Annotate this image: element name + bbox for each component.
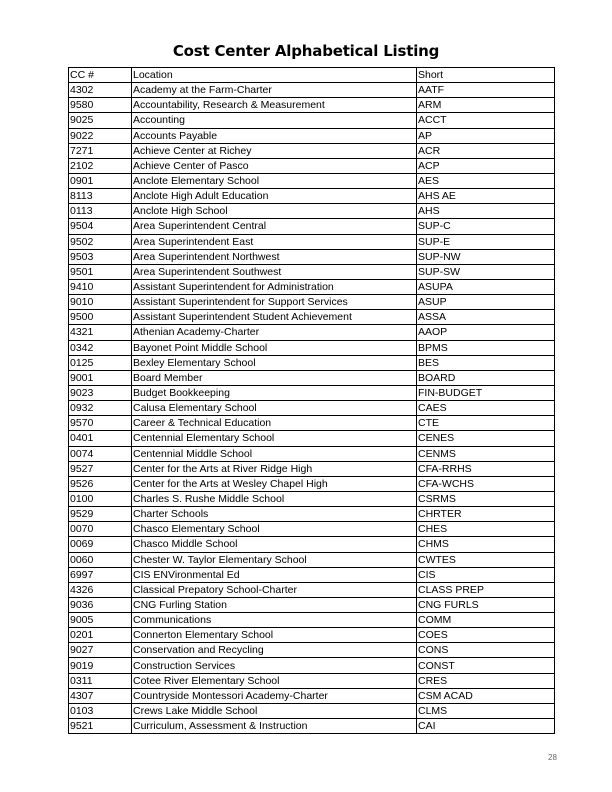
cell-location: Achieve Center at Richey (132, 143, 417, 158)
cell-short: CAES (417, 401, 555, 416)
cell-cc: 0201 (69, 628, 132, 643)
cell-location: Chasco Middle School (132, 537, 417, 552)
cell-cc: 0932 (69, 401, 132, 416)
cell-cc: 9570 (69, 416, 132, 431)
cell-location: CNG Furling Station (132, 597, 417, 612)
cell-location: Communications (132, 613, 417, 628)
table-row (69, 325, 555, 340)
table-row (69, 340, 555, 355)
table-row (69, 355, 555, 370)
cell-short: AES (417, 173, 555, 188)
cell-location: Accounts Payable (132, 128, 417, 143)
cell-short: CENES (417, 431, 555, 446)
table-row (69, 249, 555, 264)
cell-short: SUP-SW (417, 264, 555, 279)
cell-location: Centennial Middle School (132, 446, 417, 461)
cell-cc: 4326 (69, 582, 132, 597)
cell-location: Cotee River Elementary School (132, 673, 417, 688)
cell-location: Assistant Superintendent for Administration (132, 279, 417, 294)
cell-short: CHRTER (417, 507, 555, 522)
cell-cc: 9502 (69, 234, 132, 249)
cell-location: Bexley Elementary School (132, 355, 417, 370)
cell-short: BPMS (417, 340, 555, 355)
table-row (69, 279, 555, 294)
cell-cc: 9022 (69, 128, 132, 143)
cell-short: CAI (417, 719, 555, 734)
cell-short: CWTES (417, 552, 555, 567)
cell-short: CLMS (417, 703, 555, 718)
cell-short: ARM (417, 98, 555, 113)
table-row (69, 688, 555, 703)
cell-location: Charles S. Rushe Middle School (132, 491, 417, 506)
cell-short: CFA-RRHS (417, 461, 555, 476)
cell-cc: 9526 (69, 476, 132, 491)
table-row (69, 673, 555, 688)
cell-location: Connerton Elementary School (132, 628, 417, 643)
cell-cc: 8113 (69, 189, 132, 204)
cell-short: SUP-E (417, 234, 555, 249)
cell-cc: 9503 (69, 249, 132, 264)
cell-location: Chasco Elementary School (132, 522, 417, 537)
cell-short: CSM ACAD (417, 688, 555, 703)
cell-cc: 0125 (69, 355, 132, 370)
cell-location: Assistant Superintendent Student Achievement (132, 310, 417, 325)
cell-short: ASSA (417, 310, 555, 325)
cell-short: CENMS (417, 446, 555, 461)
cell-short: CONS (417, 643, 555, 658)
cell-cc: 9580 (69, 98, 132, 113)
cell-cc: 9027 (69, 643, 132, 658)
cell-location: Area Superintendent Northwest (132, 249, 417, 264)
table-row (69, 264, 555, 279)
table-row (69, 401, 555, 416)
cell-short: CFA-WCHS (417, 476, 555, 491)
cell-cc: 0069 (69, 537, 132, 552)
cell-location: CIS ENVironmental Ed (132, 567, 417, 582)
cell-short: COMM (417, 613, 555, 628)
cell-location: Crews Lake Middle School (132, 703, 417, 718)
cell-cc: 0401 (69, 431, 132, 446)
cell-location: Accounting (132, 113, 417, 128)
table-row (69, 476, 555, 491)
table-row (69, 582, 555, 597)
cell-location: Anclote High School (132, 204, 417, 219)
cell-cc: 9501 (69, 264, 132, 279)
cell-short: SUP-NW (417, 249, 555, 264)
table-row (69, 461, 555, 476)
cell-cc: 0074 (69, 446, 132, 461)
table-row (69, 234, 555, 249)
table-row (69, 204, 555, 219)
cell-short: CTE (417, 416, 555, 431)
cell-location: Bayonet Point Middle School (132, 340, 417, 355)
table-row (69, 416, 555, 431)
cell-short: ACR (417, 143, 555, 158)
cost-center-table (68, 67, 555, 734)
cell-short: CIS (417, 567, 555, 582)
table-row (69, 98, 555, 113)
table-row (69, 128, 555, 143)
cell-cc: 9019 (69, 658, 132, 673)
header-cc: CC # (69, 68, 132, 83)
table-row (69, 446, 555, 461)
cell-location: Academy at the Farm-Charter (132, 83, 417, 98)
cell-short: ASUP (417, 295, 555, 310)
table-row (69, 310, 555, 325)
cell-cc: 9005 (69, 613, 132, 628)
cell-cc: 4307 (69, 688, 132, 703)
cell-cc: 9023 (69, 385, 132, 400)
table-row (69, 537, 555, 552)
cell-short: BOARD (417, 370, 555, 385)
cell-cc: 9527 (69, 461, 132, 476)
cell-short: CSRMS (417, 491, 555, 506)
cell-short: ASUPA (417, 279, 555, 294)
header-location: Location (132, 68, 417, 83)
cell-location: Area Superintendent East (132, 234, 417, 249)
cell-cc: 9529 (69, 507, 132, 522)
cell-cc: 0103 (69, 703, 132, 718)
cell-cc: 9410 (69, 279, 132, 294)
cell-short: ACCT (417, 113, 555, 128)
cell-short: AATF (417, 83, 555, 98)
cell-cc: 4321 (69, 325, 132, 340)
page-title: Cost Center Alphabetical Listing (172, 42, 440, 60)
cell-location: Classical Prepatory School-Charter (132, 582, 417, 597)
cell-location: Center for the Arts at Wesley Chapel High (132, 476, 417, 491)
table-row (69, 522, 555, 537)
cell-short: AHS AE (417, 189, 555, 204)
cell-location: Construction Services (132, 658, 417, 673)
cell-location: Accountability, Research & Measurement (132, 98, 417, 113)
cell-location: Centennial Elementary School (132, 431, 417, 446)
cell-short: COES (417, 628, 555, 643)
cell-short: CHMS (417, 537, 555, 552)
cell-short: CRES (417, 673, 555, 688)
cell-location: Countryside Montessori Academy-Charter (132, 688, 417, 703)
cell-cc: 9521 (69, 719, 132, 734)
cell-short: AP (417, 128, 555, 143)
cell-location: Conservation and Recycling (132, 643, 417, 658)
cell-location: Achieve Center of Pasco (132, 158, 417, 173)
cell-location: Center for the Arts at River Ridge High (132, 461, 417, 476)
cell-cc: 9036 (69, 597, 132, 612)
cell-cc: 9010 (69, 295, 132, 310)
table-row (69, 613, 555, 628)
cell-cc: 0100 (69, 491, 132, 506)
cell-location: Curriculum, Assessment & Instruction (132, 719, 417, 734)
cell-cc: 0060 (69, 552, 132, 567)
cell-cc: 2102 (69, 158, 132, 173)
cell-location: Budget Bookkeeping (132, 385, 417, 400)
table-row (69, 703, 555, 718)
cell-cc: 0113 (69, 204, 132, 219)
cell-cc: 0901 (69, 173, 132, 188)
table-row (69, 643, 555, 658)
table-row (69, 143, 555, 158)
cell-cc: 7271 (69, 143, 132, 158)
cell-short: FIN-BUDGET (417, 385, 555, 400)
table-row (69, 552, 555, 567)
table-row (69, 431, 555, 446)
cell-cc: 0070 (69, 522, 132, 537)
table-row (69, 385, 555, 400)
cell-location: Charter Schools (132, 507, 417, 522)
cell-cc: 9500 (69, 310, 132, 325)
table-row (69, 189, 555, 204)
cell-short: BES (417, 355, 555, 370)
table-row (69, 83, 555, 98)
cell-cc: 4302 (69, 83, 132, 98)
page-number: 28 (548, 753, 557, 762)
cell-location: Anclote Elementary School (132, 173, 417, 188)
cell-short: AHS (417, 204, 555, 219)
cell-cc: 0342 (69, 340, 132, 355)
cell-location: Anclote High Adult Education (132, 189, 417, 204)
cell-cc: 9504 (69, 219, 132, 234)
cell-location: Chester W. Taylor Elementary School (132, 552, 417, 567)
cell-short: CONST (417, 658, 555, 673)
cell-location: Athenian Academy-Charter (132, 325, 417, 340)
table-row (69, 628, 555, 643)
table-row (69, 295, 555, 310)
cell-short: CHES (417, 522, 555, 537)
cell-location: Area Superintendent Southwest (132, 264, 417, 279)
cell-cc: 0311 (69, 673, 132, 688)
cell-location: Career & Technical Education (132, 416, 417, 431)
table-row (69, 507, 555, 522)
cell-short: SUP-C (417, 219, 555, 234)
table-row (69, 658, 555, 673)
table-row (69, 491, 555, 506)
cell-cc: 6997 (69, 567, 132, 582)
header-short: Short (417, 68, 555, 83)
cell-cc: 9025 (69, 113, 132, 128)
cell-cc: 9001 (69, 370, 132, 385)
table-row (69, 719, 555, 734)
cell-location: Board Member (132, 370, 417, 385)
table-row (69, 113, 555, 128)
table-row (69, 370, 555, 385)
table-row (69, 219, 555, 234)
table-row (69, 597, 555, 612)
table-row (69, 158, 555, 173)
cell-location: Assistant Superintendent for Support Services (132, 295, 417, 310)
cell-short: ACP (417, 158, 555, 173)
cell-short: CNG FURLS (417, 597, 555, 612)
table-header-row (69, 68, 555, 83)
cell-short: CLASS PREP (417, 582, 555, 597)
table-row (69, 567, 555, 582)
cell-short: AAOP (417, 325, 555, 340)
cell-location: Area Superintendent Central (132, 219, 417, 234)
cell-location: Calusa Elementary School (132, 401, 417, 416)
table-row (69, 173, 555, 188)
